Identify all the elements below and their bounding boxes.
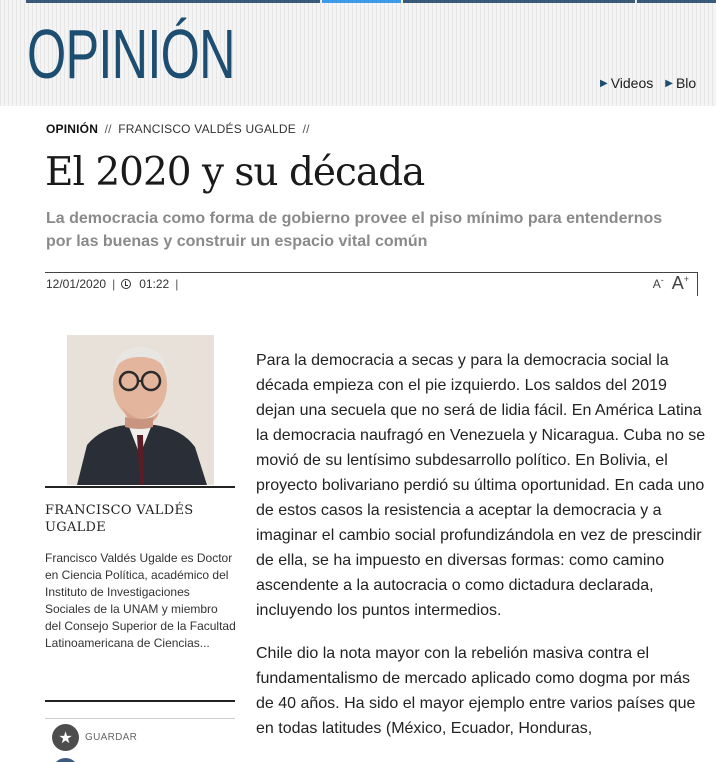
top-nav <box>600 75 696 91</box>
top-rule <box>637 0 716 3</box>
author-divider <box>45 700 235 702</box>
top-rule <box>26 0 320 3</box>
divider <box>45 718 235 719</box>
top-rule <box>403 0 635 3</box>
breadcrumb <box>46 122 313 136</box>
nav-item-blogs[interactable] <box>665 75 696 91</box>
font-increase-label: A <box>671 273 684 293</box>
article-title: El 2020 y su década <box>45 150 425 195</box>
share-icon[interactable] <box>52 758 79 762</box>
font-size-controls <box>653 273 689 294</box>
article-time: 01:22 <box>139 277 170 291</box>
section-logo[interactable]: OPINIÓN <box>27 15 235 93</box>
save-button[interactable] <box>52 724 137 751</box>
author-photo <box>67 335 214 485</box>
nav-item-label: Videos <box>610 75 654 91</box>
minus-icon: - <box>660 275 664 285</box>
breadcrumb-separator: // <box>302 122 310 136</box>
article-meta <box>46 277 178 291</box>
nav-item-videos[interactable] <box>600 75 653 91</box>
article-date: 12/01/2020 <box>46 277 107 291</box>
article-body <box>256 348 706 759</box>
article-paragraph: Chile dio la nota mayor con la rebelión masiva contra el fundamentalismo de mercado aplicado como dogma por más de 40 años. Ha sido el mayor ejemplo entre varios países que en todas latitudes (México, Ecuador, Honduras, <box>256 645 696 737</box>
author-name-link[interactable]: FRANCISCO VALDÉS UGALDE <box>45 503 194 535</box>
meta-separator: | <box>112 277 116 291</box>
play-icon: ▶ <box>600 77 608 89</box>
top-rule-active <box>322 0 401 3</box>
save-label: GUARDAR <box>85 732 138 743</box>
author-portrait-image <box>67 335 214 485</box>
font-decrease-button[interactable] <box>653 275 664 291</box>
clock-icon <box>121 279 131 289</box>
article-paragraph: Para la democracia a secas y para la democracia social la década empieza con el pie izquierdo. Los saldos del 2019 dejan una secuela que no será de lidia fácil. En América Latina la democracia naufragó en Venezuela y Nicaragua. Cuba no se movió de su lentísimo subdesarrollo político. En Bolivia, el proyecto bolivariano perdió su última oportunidad. En cada uno de estos casos la resistencia a aceptar la democracia y a imaginar el cambio social profundizándola en vez de prescindir de ella, se ha impuesto en diversas formas: como camino ascendente a la autocracia o como dictadura declarada, incluyendo los puntos intermedios. <box>256 352 706 619</box>
breadcrumb-section-link[interactable]: OPINIÓN <box>46 122 99 136</box>
font-increase-button[interactable] <box>672 273 689 294</box>
article-subtitle: La democracia como forma de gobierno provee el piso mínimo para entendernos por las buenas y construir un espacio vital común <box>46 210 663 250</box>
breadcrumb-separator: // <box>104 122 112 136</box>
breadcrumb-author-link[interactable]: FRANCISCO VALDÉS UGALDE <box>118 122 297 136</box>
author-divider <box>45 486 235 488</box>
article-meta-bar <box>45 272 698 296</box>
plus-icon: + <box>683 274 689 284</box>
author-bio: Francisco Valdés Ugalde es Doctor en Ciencia Política, académico del Instituto de Investigaciones Sociales de la UNAM y miembro del Consejo Superior de la Facultad Latinoamericana de Ciencias... <box>45 551 236 650</box>
meta-separator: | <box>175 277 179 291</box>
article-container <box>26 106 716 762</box>
star-icon: ★ <box>52 724 79 751</box>
play-icon: ▶ <box>665 77 673 89</box>
font-decrease-label: A <box>652 277 661 291</box>
nav-item-label: Blo <box>675 75 697 91</box>
